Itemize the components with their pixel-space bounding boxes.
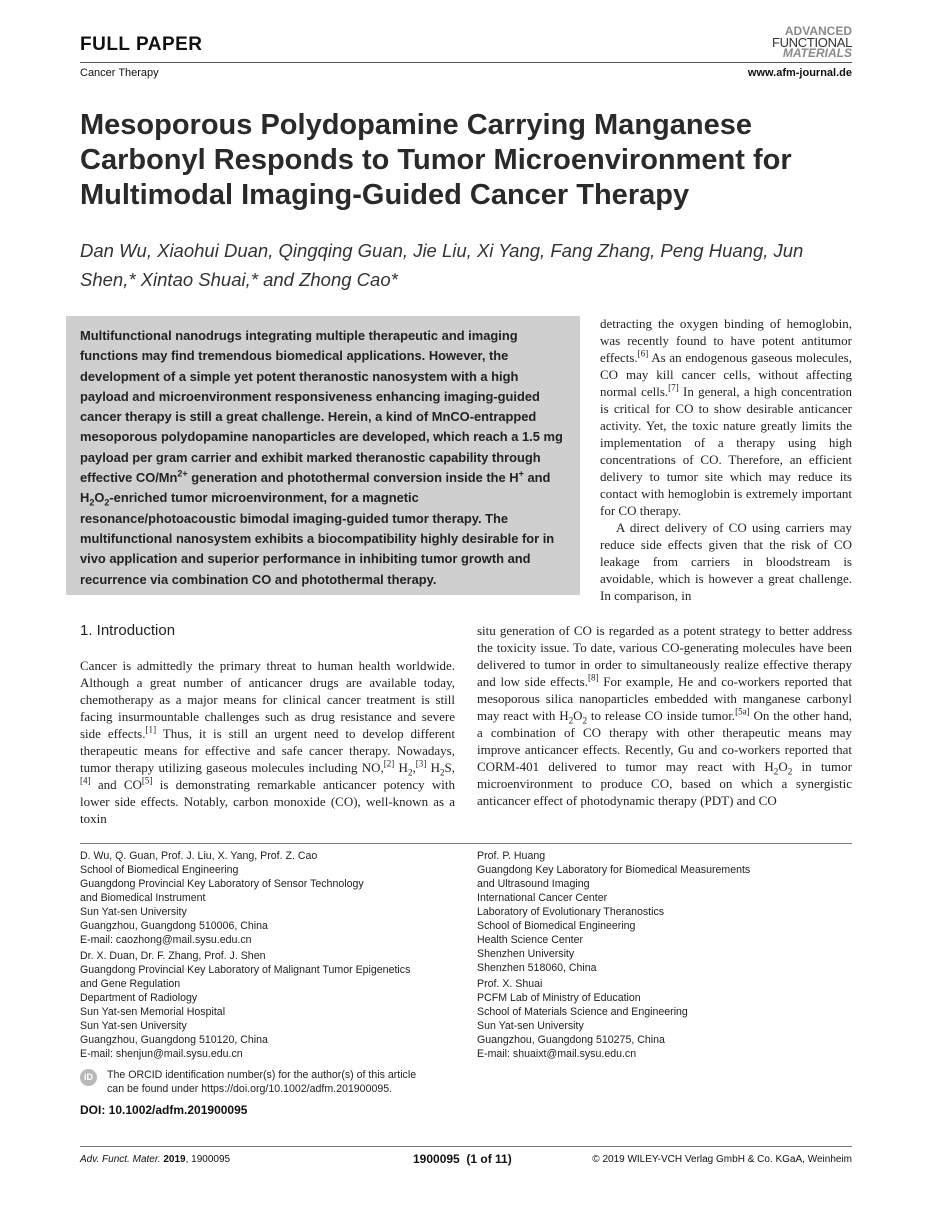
abstract-text: -enriched tumor microenvironment, for a magnetic resonance/photoacoustic bimodal imaging-guided tumor therapy. The multifunctional nanosystem exhibits a biocompatibility highly desirable for in vivo application and superior performance in inhibiting tumor growth and recurrence via combination CO and photothermal therapy. [80, 490, 555, 587]
section-heading-introduction: 1. Introduction [80, 622, 176, 639]
affiliation-email[interactable]: E-mail: shenjun@mail.sysu.edu.cn [80, 1048, 243, 1060]
affiliation-line: Guangdong Key Laboratory for Biomedical Measurements [477, 864, 751, 876]
abstract-text: Multifunctional nanodrugs integrating multiple therapeutic and imaging functions may find tremendous biomedical applications. However, the development of a simple yet potent theranostic nanosystem with a high payload and microenvironment responsiveness enhancing imaging-guided cancer therapy is still a great challenge. Herein, a kind of MnCO-entrapped mesoporous polydopamine nanoparticles are developed, which reach a 1.5 mg payload per gram carrier and exhibit marked theranostic capability through effective CO/Mn [80, 328, 563, 486]
citation-4[interactable]: [4] [80, 775, 91, 786]
affiliation-line: International Cancer Center [477, 892, 608, 904]
left-column-body [80, 657, 455, 827]
body-text: to release CO inside tumor. [587, 708, 736, 723]
subscript: 2 [568, 715, 574, 726]
affiliation-line: Guangzhou, Guangdong 510006, China [80, 920, 268, 932]
affiliation-line: Dr. X. Duan, Dr. F. Zhang, Prof. J. Shen [80, 950, 266, 962]
affiliation-line: Shenzhen University [477, 948, 575, 960]
superscript: + [518, 468, 524, 479]
citation-5[interactable]: [5] [141, 775, 153, 786]
body-text: On the other hand, a combination of CO therapy with other therapeutic means may improve anticancer effects. Recently, Gu and co-workers reported that CORM-401 delivered to tumor may react with H [477, 708, 852, 774]
right-column-body [477, 622, 852, 809]
subscript: 2 [582, 715, 588, 726]
citation-2[interactable]: [2] [383, 758, 395, 769]
affiliation-line: Department of Radiology [80, 992, 198, 1004]
affiliation-line: Sun Yat-sen Memorial Hospital [80, 1006, 226, 1018]
body-text: and CO [90, 777, 142, 792]
affiliation-line: and Biomedical Instrument [80, 892, 206, 904]
author-list: Dan Wu, Xiaohui Duan, Qingqing Guan, Jie Liu, Xi Yang, Fang Zhang, Peng Huang, Jun Shen,* Xintao Shuai,* and Zhong Cao* [80, 240, 804, 290]
journal-url-link[interactable]: www.afm-journal.de [747, 67, 852, 79]
affiliation-line: and Gene Regulation [80, 978, 181, 990]
doi-link[interactable]: DOI: 10.1002/adfm.201900095 [80, 1103, 248, 1117]
body-text: H [394, 760, 408, 775]
affiliation-line: and Ultrasound Imaging [477, 878, 590, 890]
orcid-note [107, 1068, 467, 1096]
footer-number: , 1900095 [185, 1154, 231, 1165]
subscript: 2 [89, 497, 95, 508]
body-text: in tumor microenvironment to produce CO, based on which a synergistic anticancer effect of photodynamic therapy (PDT) and CO [477, 759, 852, 808]
citation-3[interactable]: [3] [415, 758, 427, 769]
affiliation-line: Sun Yat-sen University [80, 906, 187, 918]
subscript: 2 [787, 766, 793, 777]
body-paragraph [600, 519, 852, 604]
orcid-icon: iD [80, 1069, 97, 1086]
abstract-text: and H [80, 470, 551, 506]
subscript: 2 [407, 767, 413, 778]
header-divider [80, 62, 852, 63]
citation-6[interactable]: [6] [637, 348, 649, 359]
abstract-text: O [94, 490, 105, 506]
affiliation-line: Guangzhou, Guangdong 510120, China [80, 1034, 268, 1046]
affiliation-line: Prof. P. Huang [477, 850, 546, 862]
affiliation-line: Laboratory of Evolutionary Theranostics [477, 906, 665, 918]
abstract [80, 326, 565, 590]
affiliation-line: Guangdong Provincial Key Laboratory of Sensor Technology [80, 878, 364, 890]
body-paragraph [600, 315, 852, 519]
affiliations-divider [80, 843, 852, 844]
citation-5a[interactable]: [5a] [735, 706, 750, 717]
page-number: 1900095 (1 of 11) [413, 1152, 512, 1166]
affiliation-line: PCFM Lab of Ministry of Education [477, 992, 641, 1004]
body-text: H [426, 760, 440, 775]
affiliation-line: Prof. X. Shuai [477, 978, 543, 990]
body-text: O [573, 708, 583, 723]
affiliation-line: School of Biomedical Engineering [80, 864, 239, 876]
orcid-line: The ORCID identification number(s) for the author(s) of this article [107, 1069, 417, 1081]
body-text: detracting the oxygen binding of hemoglobin, was recently found to have potent antitumor effects. [600, 316, 852, 365]
journal-logo-line: FUNCTIONAL [771, 35, 852, 50]
subscript: 2 [104, 497, 110, 508]
body-text: is demonstrating remarkable anticancer potency with lower side effects. Notably, carbon monoxide (CO), well-known as a toxin [80, 777, 455, 826]
footer-divider [80, 1146, 852, 1147]
affiliation-line: Shenzhen 518060, China [477, 962, 597, 974]
paper-type-label: FULL PAPER [80, 34, 203, 55]
body-text: situ generation of CO is regarded as a potent strategy to better address the toxicity issue. To date, various CO-generating molecules have been delivered to tumor in order to simultaneously realize effective therapy and low side effects. [477, 623, 852, 689]
citation-7[interactable]: [7] [668, 382, 679, 393]
body-text: In general, a high concentration is critical for CO to show desirable anticancer activity. Yet, the toxic nature greatly limits the implementation of a therapy using high concentrations of CO. Therefore, an efficient delivery to tumor site which may reduce its contact with hemoglobin is extremely important for CO therapy. [600, 384, 852, 518]
affiliation-email[interactable]: E-mail: caozhong@mail.sysu.edu.cn [80, 934, 252, 946]
affiliation-line: Sun Yat-sen University [477, 1020, 584, 1032]
body-text: O [778, 759, 788, 774]
footer-year: 2019 [163, 1154, 186, 1165]
section-label: Cancer Therapy [80, 67, 159, 79]
citation-8[interactable]: [8] [587, 672, 599, 683]
affiliation-line: School of Materials Science and Engineering [477, 1006, 688, 1018]
body-text: Thus, it is still an urgent need to develop different therapeutic means for effective and safe cancer therapy. Nowadays, tumor therapy utilizing gaseous molecules including NO, [80, 726, 455, 775]
superscript: 2+ [177, 468, 188, 479]
body-text: As an endogenous gaseous molecules, CO may kill cancer cells, without affecting normal cells. [600, 350, 852, 399]
affiliation-line: School of Biomedical Engineering [477, 920, 636, 932]
subscript: 2 [773, 766, 779, 777]
affiliation-line: Guangzhou, Guangdong 510275, China [477, 1034, 665, 1046]
affiliation-line: Guangdong Provincial Key Laboratory of Malignant Tumor Epigenetics [80, 964, 411, 976]
body-text: Cancer is admittedly the primary threat to human health worldwide. Although a great number of anticancer drugs are available today, chemotherapy as a major means for clinical cancer treatment is still facing insurmountable challenges such as drug resistance and severe side effects. [80, 658, 455, 741]
body-text: For example, He and co-workers reported that mesoporous silica nanoparticles embedded with manganese carbonyl may react with H [477, 674, 852, 723]
journal-logo-line: MATERIALS [782, 46, 852, 60]
right-column-upper [600, 315, 852, 604]
body-text: , [412, 760, 416, 775]
body-text: S, [444, 760, 456, 775]
affiliations-right [477, 849, 750, 1061]
abstract-text: generation and photothermal conversion inside the H [187, 470, 519, 486]
citation-1[interactable]: [1] [145, 724, 157, 735]
affiliation-email[interactable]: E-mail: shuaixt@mail.sysu.edu.cn [477, 1048, 637, 1060]
affiliation-line: D. Wu, Q. Guan, Prof. J. Liu, X. Yang, Prof. Z. Cao [80, 850, 318, 862]
copyright: © 2019 WILEY-VCH Verlag GmbH & Co. KGaA, Weinheim [592, 1154, 852, 1165]
affiliation-line: Health Science Center [477, 934, 583, 946]
affiliations-left [80, 849, 410, 1061]
orcid-link[interactable]: can be found under https://doi.org/10.1002/adfm.201900095. [107, 1083, 393, 1095]
journal-logo-line: ADVANCED [784, 24, 852, 38]
footer-citation [80, 1154, 230, 1165]
body-text: A direct delivery of CO using carriers may reduce side effects given that the risk of CO leakage from carriers in bloodstream is avoidable, which is however a great challenge. In comparison, in [600, 520, 852, 603]
affiliation-line: Sun Yat-sen University [80, 1020, 187, 1032]
paper-title: Mesoporous Polydopamine Carrying Manganese Carbonyl Responds to Tumor Microenvironment for Multimodal Imaging-Guided Cancer Therapy [80, 109, 792, 211]
subscript: 2 [439, 767, 445, 778]
footer-journal: Adv. Funct. Mater. [80, 1154, 161, 1165]
journal-logo [772, 26, 852, 59]
